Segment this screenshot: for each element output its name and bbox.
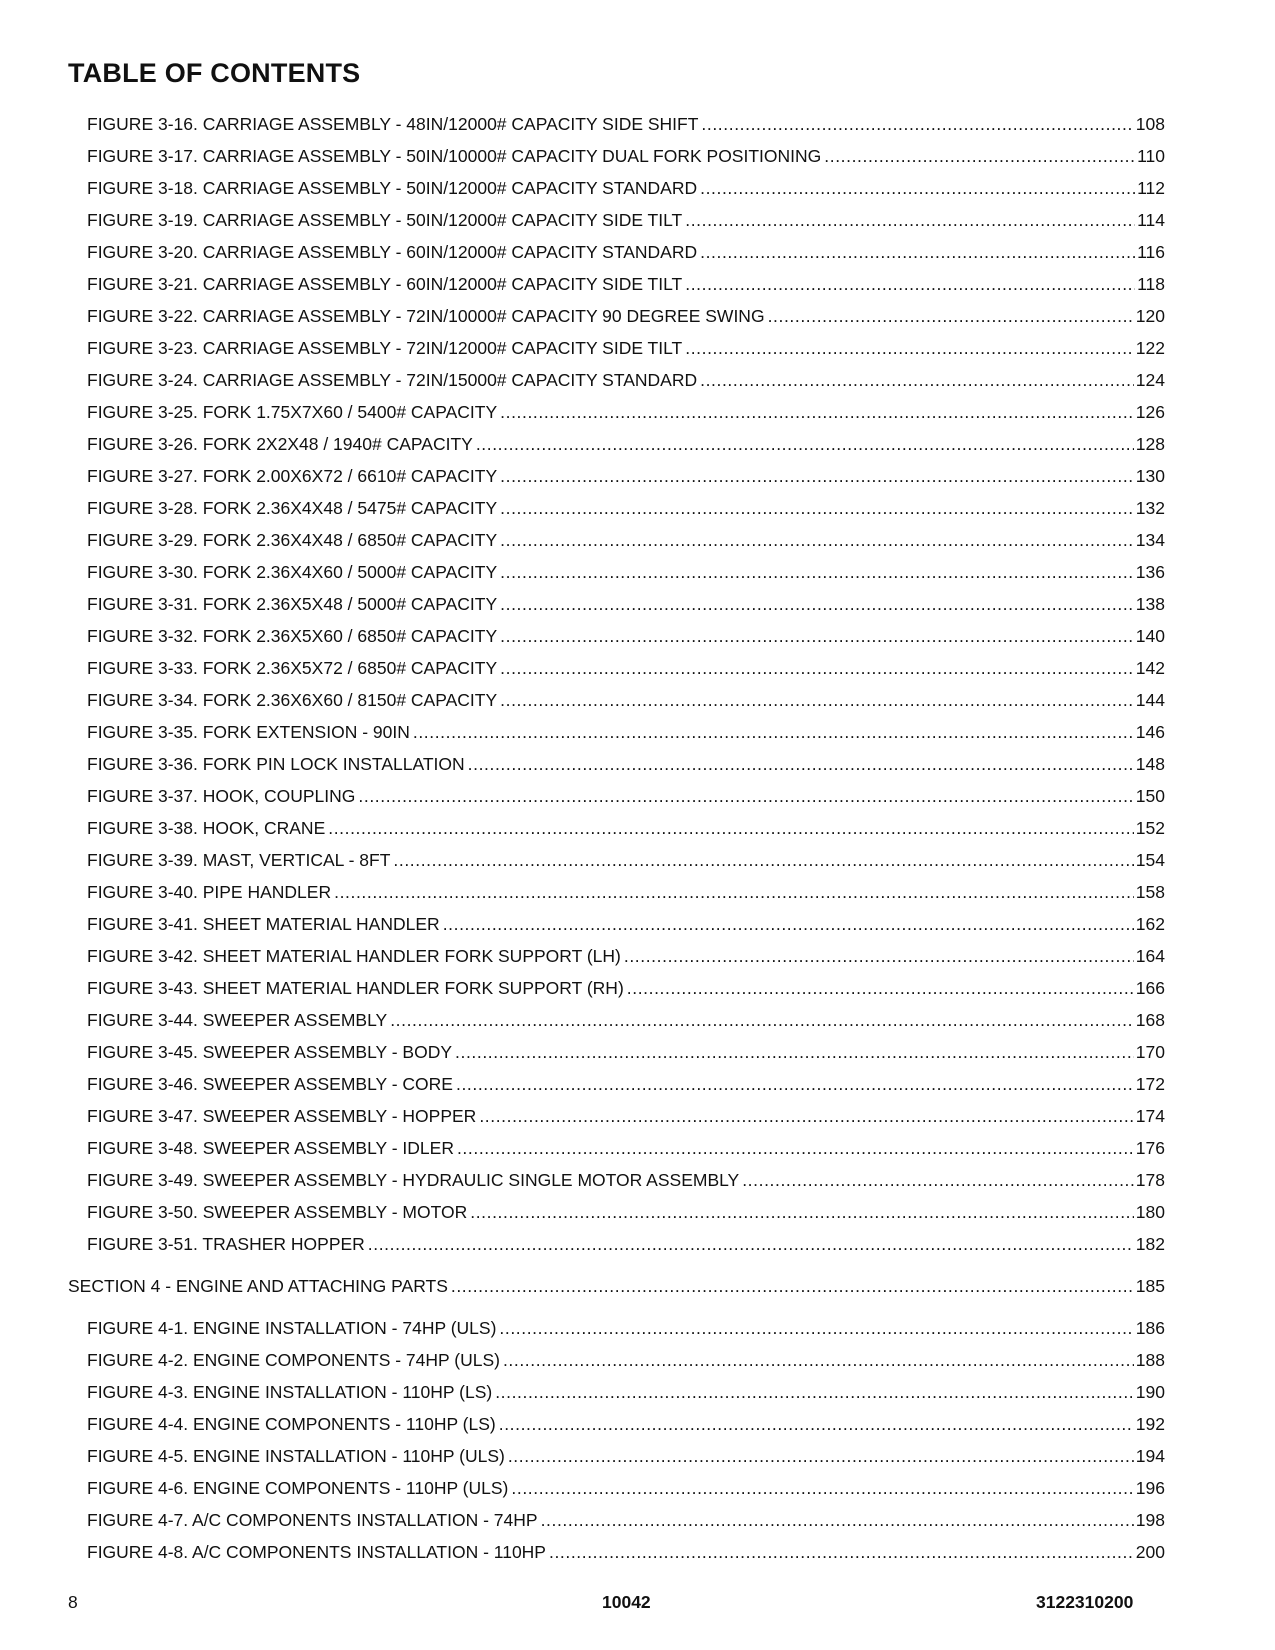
toc-entry-label: FIGURE 3-32. FORK 2.36X5X60 / 6850# CAPACITY	[87, 626, 498, 646]
toc-dot-leader	[465, 748, 1134, 780]
toc-entry-label: FIGURE 4-5. ENGINE INSTALLATION - 110HP (ULS)	[87, 1446, 505, 1466]
toc-entry-label: FIGURE 3-25. FORK 1.75X7X60 / 5400# CAPACITY	[87, 402, 498, 422]
toc-entry-page: 190	[1135, 1382, 1165, 1402]
toc-figure-entry[interactable]	[87, 1164, 1165, 1196]
toc-entry-page: 138	[1135, 594, 1165, 614]
footer-document-number: 3122310200	[1036, 1592, 1134, 1612]
toc-entry-label: FIGURE 3-36. FORK PIN LOCK INSTALLATION	[87, 754, 465, 774]
toc-figure-entry[interactable]	[87, 428, 1165, 460]
toc-figure-entry[interactable]	[87, 1036, 1165, 1068]
toc-entry-page: 170	[1135, 1042, 1165, 1062]
toc-entry-page: 140	[1135, 626, 1165, 646]
toc-dot-leader	[440, 908, 1134, 940]
toc-figure-entry[interactable]	[87, 172, 1165, 204]
toc-figure-entry[interactable]	[87, 268, 1165, 300]
toc-dot-leader	[538, 1504, 1134, 1536]
toc-entry-label: SECTION 4 - ENGINE AND ATTACHING PARTS	[68, 1276, 448, 1296]
toc-entry-label: FIGURE 3-40. PIPE HANDLER	[87, 882, 332, 902]
toc-dot-leader	[476, 1100, 1133, 1132]
toc-dot-leader	[682, 332, 1134, 364]
toc-entry-label: FIGURE 3-50. SWEEPER ASSEMBLY - MOTOR	[87, 1202, 468, 1222]
toc-dot-leader	[765, 300, 1134, 332]
toc-figure-entry[interactable]	[87, 204, 1165, 236]
toc-dot-leader	[505, 1440, 1134, 1472]
toc-figure-entry[interactable]	[87, 716, 1165, 748]
toc-entry-label: FIGURE 4-6. ENGINE COMPONENTS - 110HP (ULS)	[87, 1478, 509, 1498]
toc-entry-page: 122	[1135, 338, 1165, 358]
toc-dot-leader	[682, 204, 1135, 236]
toc-entry-page: 150	[1135, 786, 1165, 806]
toc-entry-label: FIGURE 3-41. SHEET MATERIAL HANDLER	[87, 914, 440, 934]
toc-entry-label: FIGURE 3-43. SHEET MATERIAL HANDLER FORK SUPPORT (RH)	[87, 978, 624, 998]
toc-entry-page: 162	[1135, 914, 1165, 934]
toc-dot-leader	[497, 492, 1134, 524]
toc-dot-leader	[497, 460, 1134, 492]
toc-entry-page: 142	[1135, 658, 1165, 678]
toc-dot-leader	[365, 1228, 1134, 1260]
toc-entry-label: FIGURE 3-30. FORK 2.36X4X60 / 5000# CAPACITY	[87, 562, 498, 582]
toc-dot-leader	[497, 396, 1134, 428]
toc-entry-label: FIGURE 3-46. SWEEPER ASSEMBLY - CORE	[87, 1074, 453, 1094]
toc-dot-leader	[452, 1036, 1134, 1068]
toc-entry-page: 198	[1135, 1510, 1165, 1530]
toc-entry-label: FIGURE 3-37. HOOK, COUPLING	[87, 786, 356, 806]
toc-entry-label: FIGURE 3-17. CARRIAGE ASSEMBLY - 50IN/10000# CAPACITY DUAL FORK POSITIONING	[87, 146, 822, 166]
toc-entry-label: FIGURE 3-26. FORK 2X2X48 / 1940# CAPACITY	[87, 434, 473, 454]
toc-dot-leader	[497, 588, 1134, 620]
toc-entry-page: 200	[1135, 1542, 1165, 1562]
toc-dot-leader	[453, 1068, 1134, 1100]
toc-entry-page: 112	[1137, 178, 1165, 198]
toc-figure-entry[interactable]	[87, 876, 1165, 908]
toc-entry-page: 134	[1135, 530, 1165, 550]
toc-entry-label: FIGURE 4-4. ENGINE COMPONENTS - 110HP (LS)	[87, 1414, 496, 1434]
toc-entry-label: FIGURE 3-39. MAST, VERTICAL - 8FT	[87, 850, 391, 870]
toc-figure-entry[interactable]	[87, 748, 1165, 780]
toc-figure-entry[interactable]	[87, 1132, 1165, 1164]
toc-entry-page: 108	[1135, 114, 1165, 134]
toc-entry-label: FIGURE 3-49. SWEEPER ASSEMBLY - HYDRAULIC SINGLE MOTOR ASSEMBLY	[87, 1170, 740, 1190]
page-footer	[0, 1592, 1275, 1616]
toc-entry-page: 124	[1135, 370, 1165, 390]
toc-dot-leader	[448, 1270, 1134, 1302]
toc-entry-page: 185	[1135, 1276, 1165, 1296]
toc-figure-entry[interactable]	[87, 1068, 1165, 1100]
toc-entry-page: 144	[1135, 690, 1165, 710]
toc-entry-label: FIGURE 3-33. FORK 2.36X5X72 / 6850# CAPACITY	[87, 658, 498, 678]
toc-entry-page: 128	[1135, 434, 1165, 454]
toc-entry-label: FIGURE 3-31. FORK 2.36X5X48 / 5000# CAPACITY	[87, 594, 498, 614]
toc-figure-entry[interactable]	[87, 972, 1165, 1004]
toc-section-entry[interactable]	[68, 1270, 1165, 1302]
toc-figure-entry[interactable]	[87, 1004, 1165, 1036]
toc-entry-page: 178	[1135, 1170, 1165, 1190]
toc-entry-page: 126	[1135, 402, 1165, 422]
toc-dot-leader	[331, 876, 1134, 908]
toc-figure-entry[interactable]	[87, 1472, 1165, 1504]
toc-figure-entry[interactable]	[87, 300, 1165, 332]
toc-entry-label: FIGURE 3-18. CARRIAGE ASSEMBLY - 50IN/12000# CAPACITY STANDARD	[87, 178, 698, 198]
toc-entry-page: 174	[1135, 1106, 1165, 1126]
toc-entry-label: FIGURE 3-48. SWEEPER ASSEMBLY - IDLER	[87, 1138, 454, 1158]
toc-figure-entry[interactable]	[87, 620, 1165, 652]
toc-entry-page: 116	[1137, 242, 1165, 262]
toc-entry-page: 158	[1135, 882, 1165, 902]
toc-entry-label: FIGURE 3-19. CARRIAGE ASSEMBLY - 50IN/12000# CAPACITY SIDE TILT	[87, 210, 683, 230]
toc-dot-leader	[496, 1408, 1134, 1440]
toc-entry-label: FIGURE 3-22. CARRIAGE ASSEMBLY - 72IN/10000# CAPACITY 90 DEGREE SWING	[87, 306, 765, 326]
toc-entry-page: 194	[1135, 1446, 1165, 1466]
toc-dot-leader	[497, 620, 1134, 652]
toc-entry-page: 176	[1135, 1138, 1165, 1158]
toc-dot-leader	[497, 556, 1134, 588]
toc-dot-leader	[497, 684, 1134, 716]
toc-figure-entry[interactable]	[87, 1408, 1165, 1440]
toc-figure-entry[interactable]	[87, 332, 1165, 364]
toc-figure-entry[interactable]	[87, 780, 1165, 812]
toc-entry-label: FIGURE 3-51. TRASHER HOPPER	[87, 1234, 365, 1254]
toc-dot-leader	[698, 108, 1133, 140]
toc-entry-page: 164	[1135, 946, 1165, 966]
toc-figure-entry[interactable]	[87, 940, 1165, 972]
toc-entry-page: 118	[1137, 274, 1165, 294]
toc-entry-label: FIGURE 3-45. SWEEPER ASSEMBLY - BODY	[87, 1042, 453, 1062]
toc-figure-entry[interactable]	[87, 1440, 1165, 1472]
toc-entry-page: 148	[1135, 754, 1165, 774]
toc-entry-label: FIGURE 3-27. FORK 2.00X6X72 / 6610# CAPACITY	[87, 466, 498, 486]
toc-dot-leader	[697, 236, 1135, 268]
toc-dot-leader	[497, 524, 1134, 556]
toc-dot-leader	[697, 364, 1134, 396]
toc-entry-label: FIGURE 3-29. FORK 2.36X4X48 / 6850# CAPACITY	[87, 530, 498, 550]
toc-figure-entry[interactable]	[87, 396, 1165, 428]
toc-figure-entry[interactable]	[87, 492, 1165, 524]
toc-entry-label: FIGURE 3-34. FORK 2.36X6X60 / 8150# CAPACITY	[87, 690, 498, 710]
toc-figure-entry[interactable]	[87, 1376, 1165, 1408]
toc-figure-entry[interactable]	[87, 364, 1165, 396]
toc-entry-page: 186	[1135, 1318, 1165, 1338]
toc-figure-entry[interactable]	[87, 588, 1165, 620]
toc-entry-page: 196	[1135, 1478, 1165, 1498]
toc-dot-leader	[467, 1196, 1134, 1228]
toc-dot-leader	[621, 940, 1134, 972]
toc-entry-page: 152	[1135, 818, 1165, 838]
toc-figure-entry[interactable]	[87, 684, 1165, 716]
toc-entry-page: 132	[1135, 498, 1165, 518]
toc-dot-leader	[739, 1164, 1134, 1196]
toc-figure-entry[interactable]	[87, 844, 1165, 876]
toc-entry-page: 172	[1135, 1074, 1165, 1094]
toc-entry-label: FIGURE 3-38. HOOK, CRANE	[87, 818, 326, 838]
toc-dot-leader	[682, 268, 1135, 300]
toc-entry-page: 110	[1137, 146, 1165, 166]
toc-entry-page: 120	[1135, 306, 1165, 326]
toc-figure-entry[interactable]	[87, 1536, 1165, 1568]
toc-entry-label: FIGURE 4-1. ENGINE INSTALLATION - 74HP (ULS)	[87, 1318, 497, 1338]
toc-entry-page: 180	[1135, 1202, 1165, 1222]
toc-entry-label: FIGURE 4-7. A/C COMPONENTS INSTALLATION - 74HP	[87, 1510, 538, 1530]
toc-figure-entry[interactable]	[87, 140, 1165, 172]
toc-figure-entry[interactable]	[87, 1196, 1165, 1228]
toc-entry-page: 154	[1135, 850, 1165, 870]
toc-dot-leader	[410, 716, 1134, 748]
toc-entry-page: 136	[1135, 562, 1165, 582]
toc-figure-entry[interactable]	[87, 460, 1165, 492]
toc-dot-leader	[497, 652, 1134, 684]
toc-dot-leader	[500, 1344, 1134, 1376]
toc-entry-label: FIGURE 3-44. SWEEPER ASSEMBLY	[87, 1010, 388, 1030]
toc-figure-entry[interactable]	[87, 524, 1165, 556]
toc-figure-entry[interactable]	[87, 908, 1165, 940]
toc-entry-label: FIGURE 4-8. A/C COMPONENTS INSTALLATION - 110HP	[87, 1542, 546, 1562]
toc-dot-leader	[387, 1004, 1134, 1036]
footer-model-code: 10042	[602, 1592, 651, 1612]
toc-figure-entry[interactable]	[87, 652, 1165, 684]
toc-dot-leader	[492, 1376, 1134, 1408]
toc-dot-leader	[546, 1536, 1134, 1568]
toc-entry-label: FIGURE 3-20. CARRIAGE ASSEMBLY - 60IN/12000# CAPACITY STANDARD	[87, 242, 698, 262]
toc-entry-label: FIGURE 3-24. CARRIAGE ASSEMBLY - 72IN/15000# CAPACITY STANDARD	[87, 370, 698, 390]
toc-figure-entry[interactable]	[87, 1100, 1165, 1132]
toc-entry-page: 188	[1135, 1350, 1165, 1370]
toc-entry-page: 182	[1135, 1234, 1165, 1254]
toc-entry-label: FIGURE 4-3. ENGINE INSTALLATION - 110HP (LS)	[87, 1382, 493, 1402]
toc-entry-label: FIGURE 3-23. CARRIAGE ASSEMBLY - 72IN/12000# CAPACITY SIDE TILT	[87, 338, 683, 358]
toc-dot-leader	[390, 844, 1133, 876]
toc-entry-label: FIGURE 3-21. CARRIAGE ASSEMBLY - 60IN/12000# CAPACITY SIDE TILT	[87, 274, 683, 294]
toc-entry-page: 166	[1135, 978, 1165, 998]
toc-dot-leader	[325, 812, 1134, 844]
toc-dot-leader	[697, 172, 1135, 204]
toc-figure-entry[interactable]	[87, 236, 1165, 268]
toc-dot-leader	[355, 780, 1133, 812]
toc-entry-page: 192	[1135, 1414, 1165, 1434]
toc-dot-leader	[454, 1132, 1134, 1164]
toc-entry-label: FIGURE 3-47. SWEEPER ASSEMBLY - HOPPER	[87, 1106, 477, 1126]
footer-page-number: 8	[68, 1592, 78, 1612]
page-title: TABLE OF CONTENTS	[68, 58, 361, 88]
toc-entry-page: 130	[1135, 466, 1165, 486]
toc-figure-entry[interactable]	[87, 1312, 1165, 1344]
toc-entry-page: 114	[1137, 210, 1165, 230]
toc-figure-entry[interactable]	[87, 812, 1165, 844]
toc-figure-entry[interactable]	[87, 108, 1165, 140]
toc-dot-leader	[508, 1472, 1133, 1504]
toc-dot-leader	[821, 140, 1135, 172]
toc-dot-leader	[473, 428, 1134, 460]
toc-entry-label: FIGURE 3-35. FORK EXTENSION - 90IN	[87, 722, 410, 742]
toc-entry-label: FIGURE 3-28. FORK 2.36X4X48 / 5475# CAPACITY	[87, 498, 498, 518]
table-of-contents-list	[0, 108, 1275, 1568]
toc-figure-entry[interactable]	[87, 1228, 1165, 1260]
toc-entry-label: FIGURE 3-16. CARRIAGE ASSEMBLY - 48IN/12000# CAPACITY SIDE SHIFT	[87, 114, 699, 134]
toc-figure-entry[interactable]	[87, 556, 1165, 588]
toc-figure-entry[interactable]	[87, 1504, 1165, 1536]
toc-entry-page: 146	[1135, 722, 1165, 742]
toc-dot-leader	[624, 972, 1134, 1004]
toc-entry-label: FIGURE 3-42. SHEET MATERIAL HANDLER FORK SUPPORT (LH)	[87, 946, 621, 966]
toc-dot-leader	[496, 1312, 1133, 1344]
toc-entry-page: 168	[1135, 1010, 1165, 1030]
toc-entry-label: FIGURE 4-2. ENGINE COMPONENTS - 74HP (ULS)	[87, 1350, 500, 1370]
toc-figure-entry[interactable]	[87, 1344, 1165, 1376]
